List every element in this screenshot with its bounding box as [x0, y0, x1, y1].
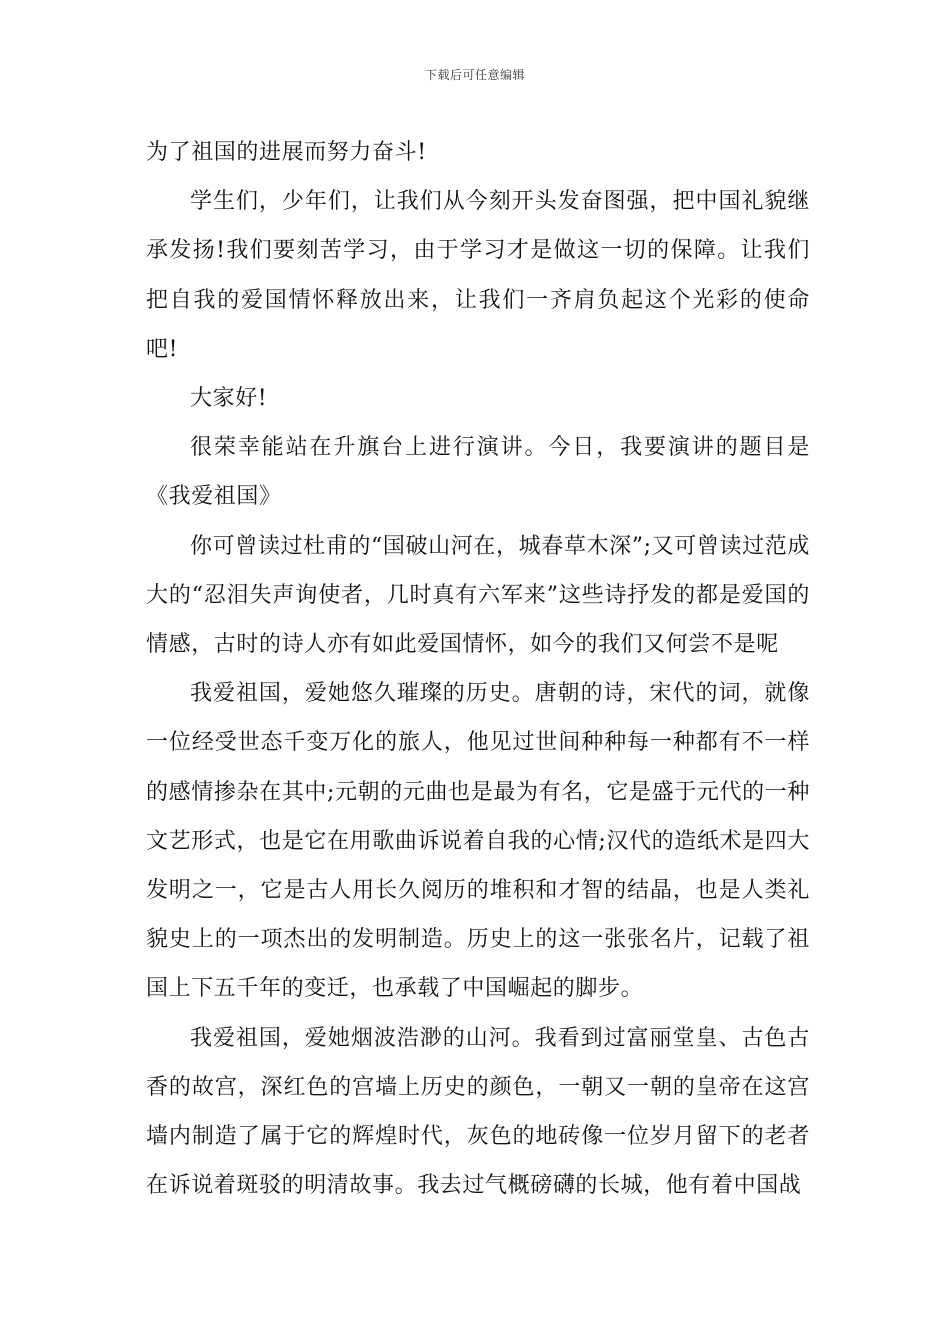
document-body — [146, 128, 810, 1210]
paragraph-3: 大家好! — [190, 386, 268, 412]
paragraph-7: 我爱祖国，爱她烟波浩渺的山河。我看到过富丽堂皇、古色古香的故宫，深红色的宫墙上历史的颜色，一朝又一朝的皇帝在这宫墙内制造了属于它的辉煌时代，灰色的地砖像一位岁月留下的老者在诉说着斑驳的明清故事。我去过气概磅礴的长城，他有着中国战 — [146, 1025, 810, 1199]
paragraph-5: 你可曾读过杜甫的“国破山河在，城春草木深”;又可曾读过范成大的“忍泪失声询使者，几时真有六军来”这些诗抒发的都是爱国的情感，古时的诗人亦有如此爱国情怀，如今的我们又何尝不是呢 — [146, 533, 810, 658]
paragraph-1: 为了祖国的进展而努力奋斗! — [146, 140, 427, 165]
paragraph-2: 学生们，少年们，让我们从今刻开头发奋图强，把中国礼貌继承发扬!我们要刻苦学习，由于学习才是做这一切的保障。让我们把自我的爱国情怀释放出来，让我们一齐肩负起这个光彩的使命吧! — [146, 189, 810, 362]
page-header: 下载后可任意编辑 — [424, 68, 525, 82]
paragraph-6: 我爱祖国，爱她悠久璀璨的历史。唐朝的诗，宋代的词，就像一位经受世态千变万化的旅人，他见过世间种种每一种都有不一样的感情掺杂在其中;元朝的元曲也是最为有名，它是盛于元代的一种文艺形式，也是它在用歌曲诉说着自我的心情;汉代的造纸术是四大发明之一，它是古人用长久阅历的堆积和才智的结晶，也是人类礼貌史上的一项杰出的发明制造。历史上的这一张张名片，记载了祖国上下五千年的变迁，也承载了中国崛起的脚步。 — [146, 681, 810, 1002]
paragraph-4: 很荣幸能站在升旗台上进行演讲。今日，我要演讲的题目是《我爱祖国》 — [146, 435, 810, 510]
